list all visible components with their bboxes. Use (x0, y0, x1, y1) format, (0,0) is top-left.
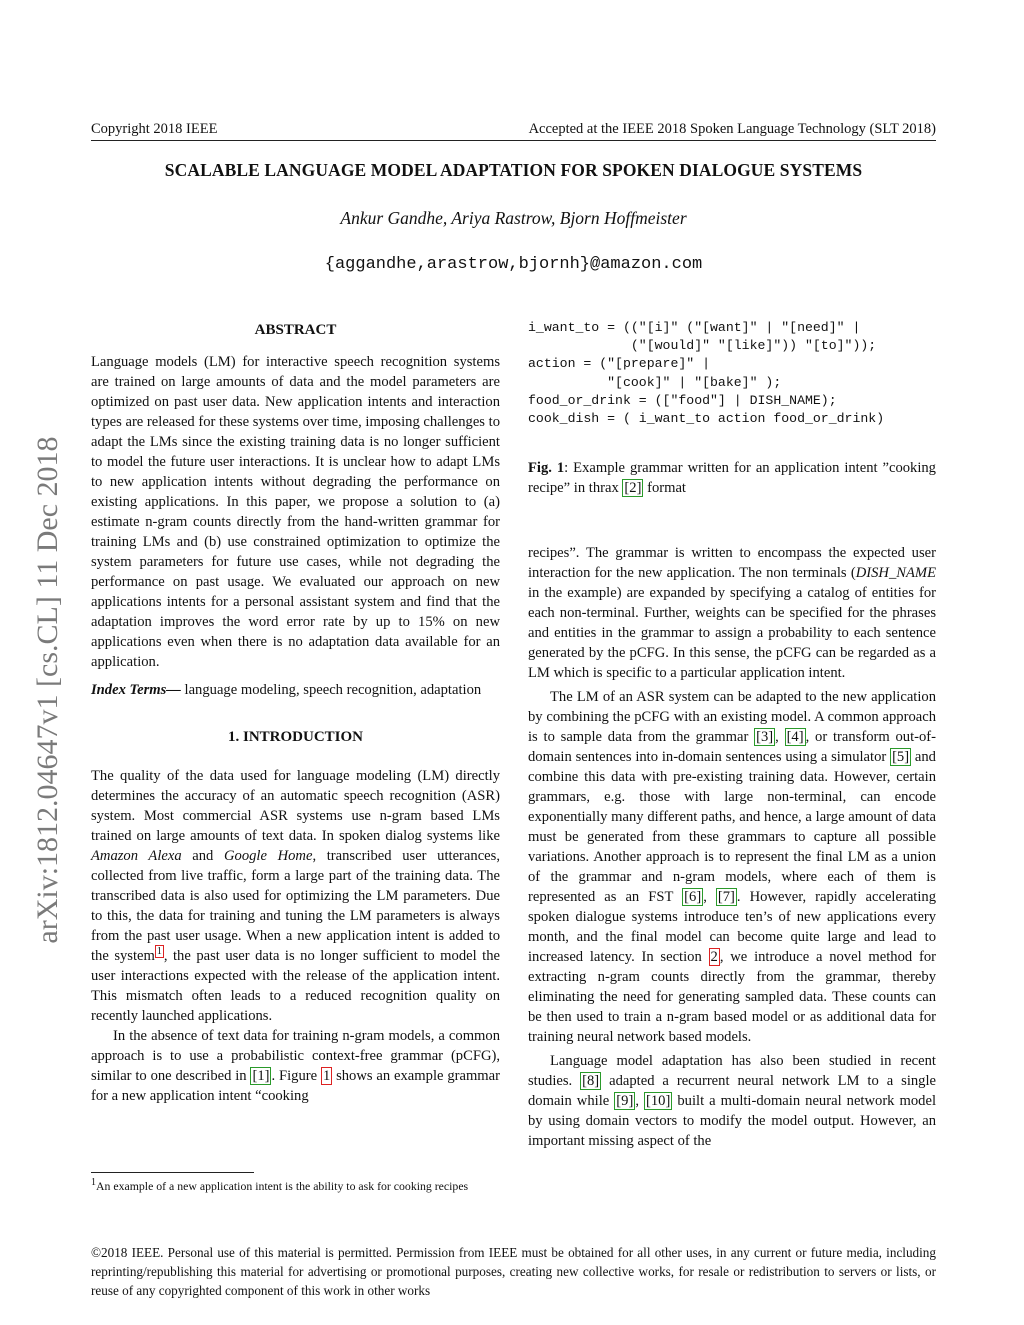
citation-link-2[interactable]: [2] (624, 480, 642, 496)
intro-p2-text-c: shows an example grammar for a new application intent “cooking (91, 1068, 500, 1104)
index-terms-text: language modeling, speech recognition, adaptation (180, 682, 482, 698)
amazon-alexa: Amazon Alexa (91, 848, 182, 864)
copyright-notice: ©2018 IEEE. Personal use of this material is permitted. Permission from IEEE must be obtained for all other uses, in any current or future media, including reprinting/republishing this material for advertising or promotional purposes, creating new collective works, for resale or redistribution to servers or lists, or reuse of any copyrighted component of this work in other works (91, 1245, 936, 1298)
citation-link-7[interactable]: [7] (717, 889, 735, 905)
caption-text-a: : Example grammar written for an application intent ”cooking recipe” in thrax (528, 460, 936, 496)
caption-label: Fig. 1 (528, 460, 565, 476)
citation-link-5[interactable]: [5] (892, 749, 910, 765)
intro-paragraph-1 (91, 766, 500, 1026)
running-header (91, 118, 936, 141)
right-p2-sep-2: , (703, 889, 716, 905)
dish-name-term: DISH_NAME (855, 565, 936, 581)
index-terms (91, 680, 500, 700)
right-column (528, 543, 936, 1151)
header-copyright: Copyright 2018 IEEE (91, 121, 218, 137)
caption-text-b: format (643, 480, 686, 496)
citation-link-1[interactable]: [1] (252, 1068, 270, 1084)
intro-p1-text-c: , the past user data is no longer sufficient to model the user interactions expected with the release of the application intent. This mismatch often leads to a reduced recognition quality on recently launched applications. (91, 948, 500, 1024)
intro-paragraph-2 (91, 1026, 500, 1106)
code-line: food_or_drink = (["food"] | DISH_NAME); (528, 392, 837, 408)
footnote-mark: 1 (91, 1177, 96, 1189)
code-line: cook_dish = ( i_want_to action food_or_drink) (528, 411, 885, 427)
paper-title: SCALABLE LANGUAGE MODEL ADAPTATION FOR SPOKEN DIALOGUE SYSTEMS (164, 160, 863, 180)
citation-link-9[interactable]: [9] (616, 1093, 634, 1109)
section-2-link[interactable]: 2 (710, 949, 718, 965)
citation-link-3[interactable]: [3] (756, 729, 774, 745)
right-p2-text-d: . However, rapidly accelerating spoken dialogue systems introduce ten’s of new applications every month, and the final model can become quite large and lead to increased latency. In section (528, 889, 936, 965)
header-venue: Accepted at the IEEE 2018 Spoken Language Technology (SLT 2018) (528, 121, 936, 137)
right-p3-sep: , (635, 1093, 644, 1109)
intro-p1-text-a: The quality of the data used for language modeling (LM) directly determines the accuracy of an automatic speech recognition (ASR) system. Most commercial ASR systems use n-gram based LMs trained on large amounts of text data. In spoken dialog systems like (91, 768, 500, 844)
right-p3-text-b: adapted a recurrent neural network LM to a single domain while (528, 1073, 937, 1109)
right-p1-text-b: in the example) are expanded by specifying a catalog of entities for each non-terminal. Further, weights can be specified for the phrases and entities in the grammar to assign a probability to each sentence generated by the pCFG. In this sense, the pCFG can be regarded as a LM which is specific to a particular application intent. (528, 585, 936, 681)
right-p2-text-a: The LM of an ASR system can be adapted to the new application by combining the pCFG with an existing model. A common approach is to sample data from the grammar (528, 689, 936, 745)
right-p2-sep-1: , (775, 729, 785, 745)
intro-p2-text-a: In the absence of text data for training n-gram models, a common approach is to use a probabilistic context-free grammar (pCFG), similar to one described in (91, 1028, 500, 1084)
right-paragraph-1 (528, 543, 936, 683)
author-emails: {aggandhe,arastrow,bjornh}@amazon.com (324, 255, 703, 274)
abstract-text: Language models (LM) for interactive speech recognition systems are trained on large amounts of data and the model parameters are optimized on past user data. New application intents and interaction types are released for these systems over time, imposing challenges to adapt the LMs since the existing training data is no longer sufficient to model the future user interactions. It is unclear how to adapt LMs to new application intents without degrading the performance on existing applications. In this paper, we propose a solution to (a) estimate n-gram counts directly from the hand-written grammar for training LMs and (b) use constrained optimization to optimize the system parameters for future use cases, while not degrading the performance on past usage. We evaluated our approach on new applications intents for a personal assistant system and find that the adaptation improves the word error rate by up to 15% on new applications even when there is no adaptation data available for an application. (91, 354, 500, 670)
right-p3-text-c: built a multi-domain neural network model by using domain vectors to modify the model output. However, an important missing aspect of the (528, 1093, 936, 1149)
intro-p2-text-b: . Figure (271, 1068, 321, 1084)
code-line: ("[would]" "[like]")) "[to]")); (528, 338, 877, 354)
footnote-text: An example of a new application intent is the ability to ask for cooking recipes (96, 1179, 469, 1193)
footnote-link[interactable]: 1 (156, 946, 162, 958)
citation-link-10[interactable]: [10] (646, 1093, 671, 1109)
right-paragraph-2 (528, 687, 936, 1047)
footnote (91, 1178, 500, 1194)
arxiv-side-stamp: arXiv:1812.04647v1 [cs.CL] 11 Dec 2018 (31, 436, 64, 944)
right-p2-text-c: and combine this data with pre-existing training data. However, certain grammars, e.g. those with large non-terminal, can encode exponentially many different paths, and hence, a large amount of data must be generated from these grammars to capture all possible variations. Another approach is to represent the final LM as a union of the grammar and n-gram models, where each of them is represented as an FST (528, 749, 936, 905)
figure-caption (528, 458, 936, 498)
footnote-rule (91, 1172, 254, 1173)
citation-link-8[interactable]: [8] (582, 1073, 600, 1089)
right-p3-text-a: Language model adaptation has also been studied in recent studies. (528, 1053, 936, 1089)
citation-link-4[interactable]: [4] (786, 729, 804, 745)
intro-heading: 1. INTRODUCTION (227, 729, 363, 745)
right-p1-text-a: recipes”. The grammar is written to encompass the expected user interaction for the new application. The non terminals ( (528, 545, 936, 581)
google-home: Google Home (223, 848, 313, 864)
right-p2-text-e: , we introduce a novel method for extracting n-gram counts directly from the grammar, thereby eliminating the need for generating sampled data. These counts can be then used to train a n-gram based model or as additional data for training neural network based models. (528, 949, 936, 1045)
paper-authors: Ankur Gandhe, Ariya Rastrow, Bjorn Hoffmeister (340, 208, 687, 228)
code-line: action = ("[prepare]" | (528, 356, 711, 372)
right-paragraph-3 (528, 1051, 936, 1151)
code-line: i_want_to = (("[i]" ("[want]" | "[need]" | (528, 320, 861, 335)
index-terms-label: Index Terms— (91, 682, 181, 698)
figure-1-link[interactable]: 1 (322, 1068, 331, 1084)
abstract-heading: ABSTRACT (254, 322, 337, 338)
code-line: "[cook]" | "[bake]" ); (528, 374, 782, 390)
grammar-code-figure (528, 319, 938, 428)
left-column (91, 320, 500, 1106)
right-p2-text-b: , or transform out-of-domain sentences into in-domain sentences using a simulator (528, 729, 937, 765)
intro-p1-text-b: , transcribed user utterances, collected from live traffic, form a large part of the training data. The transcribed data is also used for optimizing the LM parameters. Due to this, the data for training and tuning the LM parameters is always from the past user usage. When a new application intent is added to the system (91, 848, 500, 964)
citation-link-6[interactable]: [6] (684, 889, 702, 905)
intro-p1-and: and (181, 848, 224, 864)
